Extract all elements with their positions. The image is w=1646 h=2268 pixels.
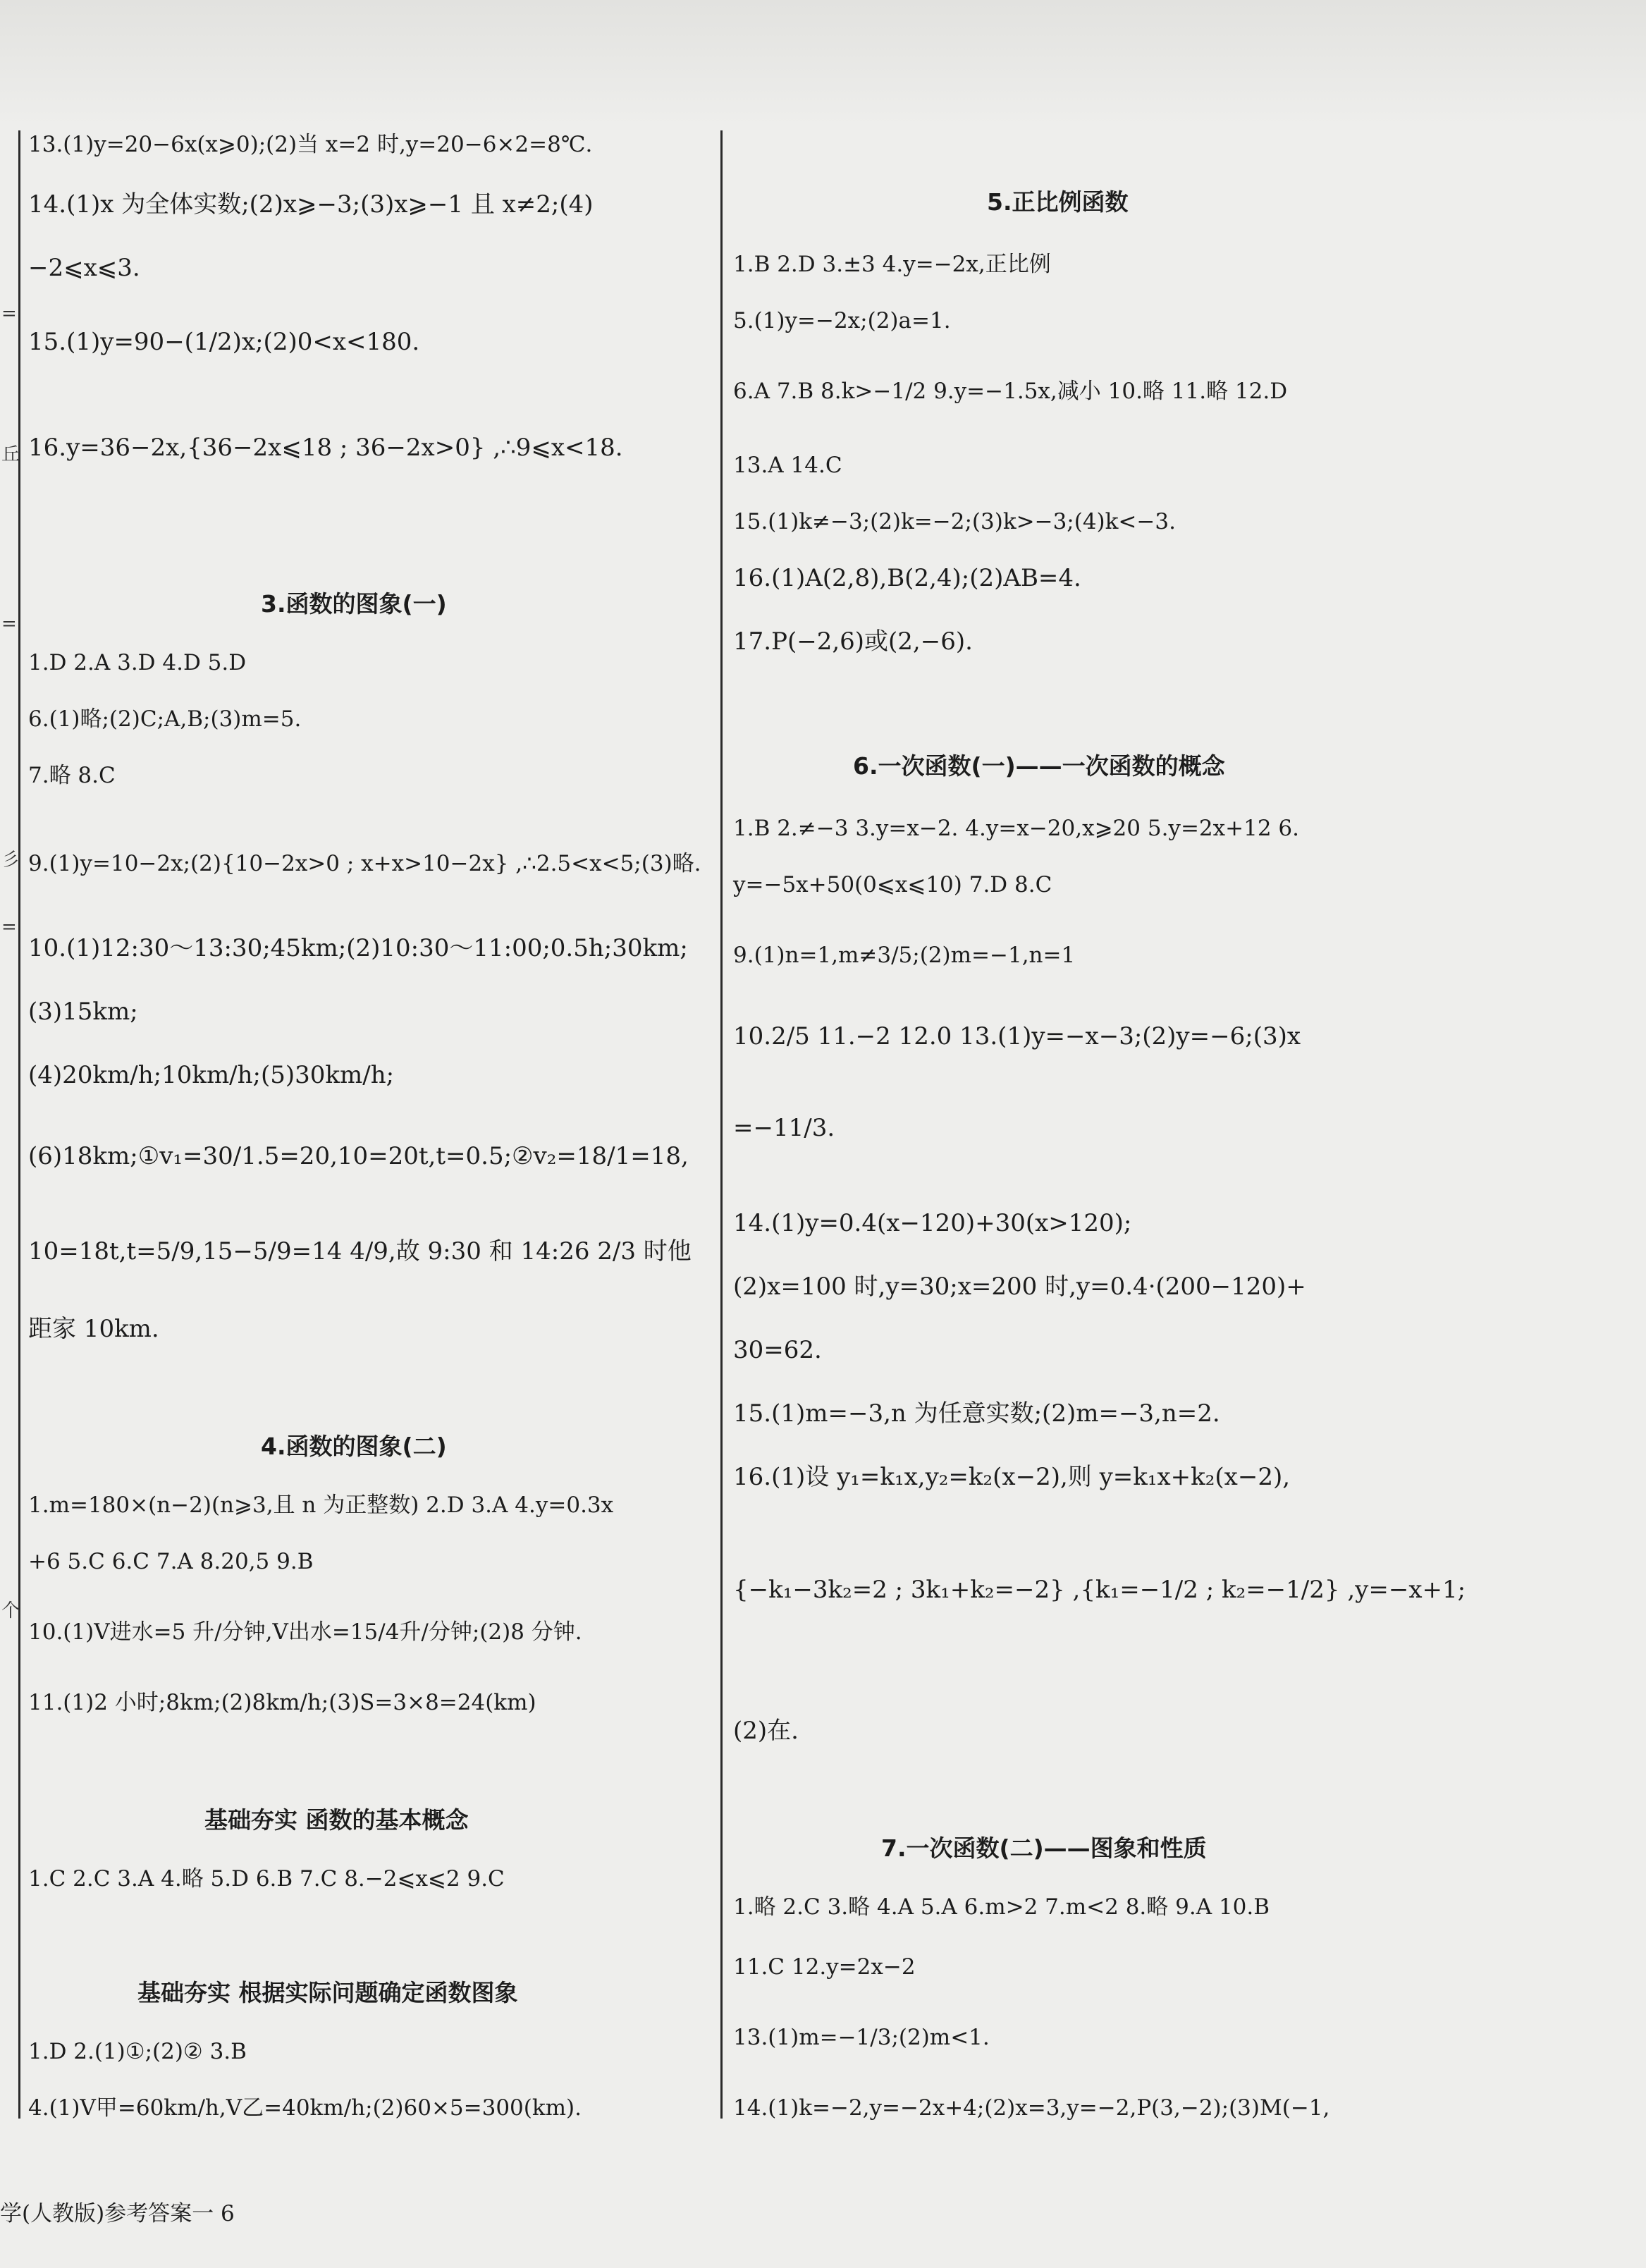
section-heading: 5.正比例函数 (987, 188, 1129, 216)
answer-line: 1.D 2.(1)①;(2)② 3.B (28, 2039, 247, 2064)
answer-line: 1.B 2.D 3.±3 4.y=−2x,正比例 (733, 252, 1051, 277)
section-heading: 4.函数的图象(二) (261, 1433, 447, 1460)
answer-line: 15.(1)y=90−(1/2)x;(2)0<x<180. (28, 328, 420, 356)
answer-line: 10=18t,t=5/9,15−5/9=14 4/9,故 9:30 和 14:26 2/3 时他 (28, 1237, 692, 1265)
answer-line: 14.(1)x 为全体实数;(2)x⩾−3;(3)x⩾−1 且 x≠2;(4) (28, 190, 594, 219)
answer-line: 11.C 12.y=2x−2 (733, 1954, 916, 1980)
edge-mark: 彡 (1, 850, 20, 871)
edge-mark: 个 (1, 1600, 20, 1622)
answer-line: 距家 10km. (28, 1315, 159, 1343)
answer-line: (2)在. (733, 1717, 799, 1745)
answer-line: 7.略 8.C (28, 763, 116, 788)
answer-line: =−11/3. (733, 1114, 835, 1142)
left-margin-rule (18, 130, 20, 2119)
answer-line: 6.A 7.B 8.k>−1/2 9.y=−1.5x,减小 10.略 11.略 12.D (733, 379, 1288, 404)
answer-line: (6)18km;①v₁=30/1.5=20,10=20t,t=0.5;②v₂=18/1=18, (28, 1142, 689, 1170)
answer-line: 30=62. (733, 1336, 822, 1364)
answer-line: 13.(1)y=20−6x(x⩾0);(2)当 x=2 时,y=20−6×2=8℃. (28, 132, 593, 157)
section-heading: 7.一次函数(二)——图象和性质 (881, 1834, 1207, 1862)
answer-line: 11.(1)2 小时;8km;(2)8km/h;(3)S=3×8=24(km) (28, 1690, 536, 1715)
answer-line: 4.(1)V甲=60km/h,V乙=40km/h;(2)60×5=300(km). (28, 2095, 582, 2121)
answer-line: 13.(1)m=−1/3;(2)m<1. (733, 2025, 990, 2050)
edge-mark: = (1, 917, 17, 938)
answer-line: 16.y=36−2x,{36−2x⩽18 ; 36−2x>0} ,∴9⩽x<18. (28, 434, 623, 462)
answer-line: −2⩽x⩽3. (28, 254, 140, 282)
answer-line: 1.m=180×(n−2)(n⩾3,且 n 为正整数) 2.D 3.A 4.y=0.3x (28, 1492, 614, 1518)
answer-line: 16.(1)A(2,8),B(2,4);(2)AB=4. (733, 564, 1081, 592)
answer-line: 1.B 2.≠−3 3.y=x−2. 4.y=x−20,x⩾20 5.y=2x+12 6. (733, 816, 1299, 841)
page-footer: 学(人教版)参考答案一 6 (0, 2201, 235, 2226)
answer-line: 14.(1)y=0.4(x−120)+30(x>120); (733, 1209, 1132, 1237)
section-heading: 6.一次函数(一)——一次函数的概念 (853, 752, 1225, 780)
answer-line: 10.(1)V进水=5 升/分钟,V出水=15/4升/分钟;(2)8 分钟. (28, 1619, 582, 1645)
answer-line: 6.(1)略;(2)C;A,B;(3)m=5. (28, 706, 302, 732)
column-divider-rule (720, 130, 723, 2119)
answer-line: (3)15km; (28, 998, 138, 1026)
section-heading: 3.函数的图象(一) (261, 590, 447, 618)
answer-line: 13.A 14.C (733, 453, 842, 478)
answer-line: 17.P(−2,6)或(2,−6). (733, 627, 973, 656)
answer-line: 9.(1)n=1,m≠3/5;(2)m=−1,n=1 (733, 943, 1076, 968)
answer-line: 10.2/5 11.−2 12.0 13.(1)y=−x−3;(2)y=−6;(3)x (733, 1022, 1301, 1050)
answer-line: (4)20km/h;10km/h;(5)30km/h; (28, 1061, 395, 1089)
section-heading: 基础夯实 根据实际问题确定函数图象 (137, 1979, 518, 2006)
page-top-shadow (0, 0, 1646, 127)
answer-line: (2)x=100 时,y=30;x=200 时,y=0.4·(200−120)+ (733, 1273, 1306, 1301)
answer-line: 15.(1)m=−3,n 为任意实数;(2)m=−3,n=2. (733, 1399, 1220, 1428)
answer-line: 1.略 2.C 3.略 4.A 5.A 6.m>2 7.m<2 8.略 9.A 10.B (733, 1894, 1270, 1920)
answer-line: {−k₁−3k₂=2 ; 3k₁+k₂=−2} ,{k₁=−1/2 ; k₂=−1/2} ,y=−x+1; (733, 1576, 1466, 1604)
section-heading: 基础夯实 函数的基本概念 (204, 1806, 469, 1834)
answer-line: 16.(1)设 y₁=k₁x,y₂=k₂(x−2),则 y=k₁x+k₂(x−2), (733, 1463, 1291, 1491)
answer-line: 1.D 2.A 3.D 4.D 5.D (28, 650, 247, 675)
answer-line: y=−5x+50(0⩽x⩽10) 7.D 8.C (733, 872, 1052, 897)
answer-line: 5.(1)y=−2x;(2)a=1. (733, 308, 951, 333)
answer-line: 1.C 2.C 3.A 4.略 5.D 6.B 7.C 8.−2⩽x⩽2 9.C (28, 1866, 505, 1892)
answer-line: +6 5.C 6.C 7.A 8.20,5 9.B (28, 1549, 314, 1574)
edge-mark: = (1, 303, 17, 324)
answer-line: 10.(1)12:30～13:30;45km;(2)10:30～11:00;0.5h;30km; (28, 934, 688, 962)
answer-line: 14.(1)k=−2,y=−2x+4;(2)x=3,y=−2,P(3,−2);(3)M(−1, (733, 2095, 1330, 2121)
answer-line: 15.(1)k≠−3;(2)k=−2;(3)k>−3;(4)k<−3. (733, 509, 1176, 534)
edge-mark: = (1, 613, 17, 635)
edge-mark: 丘 (1, 444, 20, 465)
answer-line: 9.(1)y=10−2x;(2){10−2x>0 ; x+x>10−2x} ,∴2.5<x<5;(3)略. (28, 851, 701, 876)
